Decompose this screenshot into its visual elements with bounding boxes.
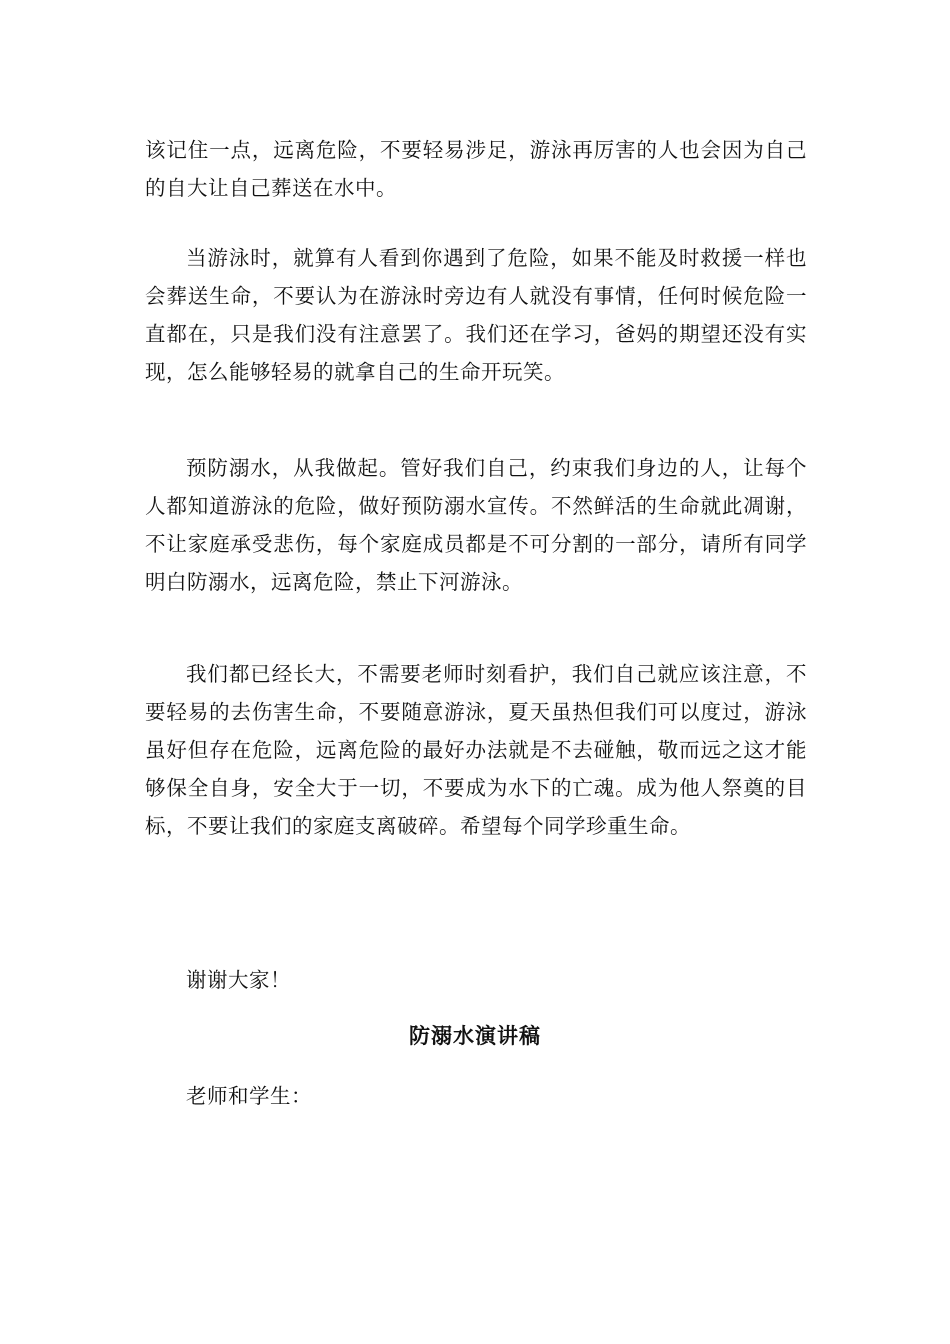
paragraph-safety-advice: 我们都已经长大，不需要老师时刻看护，我们自己就应该注意，不要轻易的去伤害生命，不要随意游泳，夏天虽热但我们可以度过，游泳虽好但存在危险，远离危险的最好办法就是不去碰触，敬而远之这才能够保全自身，安全大于一切，不要成为水下的亡魂。成为他人祭奠的目标，不要让我们的家庭支离破碎。希望每个同学珍重生命。: [145, 662, 807, 838]
paragraph-rescue-warning: 当游泳时，就算有人看到你遇到了危险，如果不能及时救援一样也会葬送生命，不要认为在游泳时旁边有人就没有事情，任何时候危险一直都在，只是我们没有注意罢了。我们还在学习，爸妈的期望还没有实现，怎么能够轻易的就拿自己的生命开玩笑。: [145, 246, 807, 384]
paragraph-prevention: 预防溺水，从我做起。管好我们自己，约束我们身边的人，让每个人都知道游泳的危险，做好预防溺水宣传。不然鲜活的生命就此凋谢，不让家庭承受悲伤，每个家庭成员都是不可分割的一部分，请所有同学明白防溺水，远离危险，禁止下河游泳。: [145, 456, 807, 594]
paragraph-thanks: 谢谢大家！: [186, 968, 291, 992]
paragraph-continuation: 该记住一点，远离危险，不要轻易涉足，游泳再厉害的人也会因为自己的自大让自己葬送在水中。: [145, 138, 807, 200]
section-title: 防溺水演讲稿: [409, 1023, 541, 1048]
greeting: 老师和学生：: [186, 1084, 312, 1108]
